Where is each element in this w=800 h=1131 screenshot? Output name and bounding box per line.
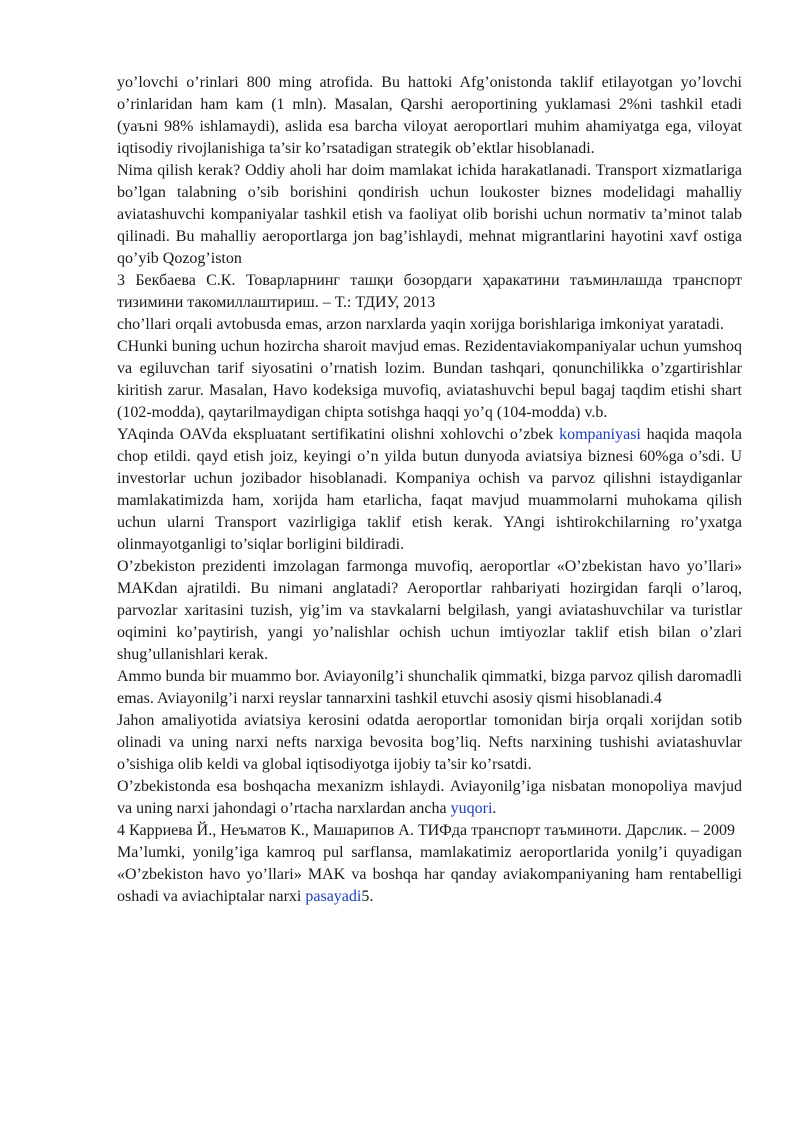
paragraph-text: YAqinda OAVda ekspluatant sertifikatini olishni xohlovchi o’zbek (117, 426, 560, 443)
paragraph (117, 776, 742, 820)
paragraph-text: 5. (361, 888, 374, 905)
footnote: 4 Карриева Й., Неъматов К., Машарипов А. ТИФда транспорт таъминоти. Дарслик. – 2009 (117, 822, 735, 839)
paragraph: Jahon amaliyotida aviatsiya kerosini odatda aeroportlar tomonidan birja orqali xorijdan sotib olinadi va uning narxi nefts narxiga bevosita bog’liq. Nefts narxining tushishi aviatashuvlar o’sishiga olib keldi va global iqtisodiyotga ijobiy ta’sir ko’rsatdi. (117, 712, 742, 773)
paragraph (117, 424, 742, 556)
paragraph (117, 842, 742, 908)
paragraph-text: haqida maqola chop etildi. qayd etish joiz, keyingi o’n yilda butun dunyoda aviatsiya biznesi 60%ga o’sdi. U investorlar uchun jozibador hisoblanadi. Kompaniya ochish va parvoz qilishni istaydiganlar mamlakatimizda ham, xorijda ham etarlicha, faqat mavjud muammolarni muhokama qilish uchun ularni Transport vazirligiga taklif etish kerak. YAngi ishtirokchilarning ro’yxatga olinmayotganligi to’siqlar borligini bildiradi. (117, 426, 742, 553)
paragraph-text: Ma’lumki, yonilg’iga kamroq pul sarflansa, mamlakatimiz aeroportlarida yonilg’i quyadigan «O’zbekiston havo yo’llari» MAK va boshqa har qanday aviakompaniyaning ham rentabelligi oshadi va aviachiptalar narxi (117, 844, 742, 905)
footnote: 3 Бекбаева С.К. Товарларнинг ташқи бозордаги ҳаракатини таъминлашда транспорт тизимини такомиллаштириш. – Т.: ТДИУ, 2013 (117, 272, 742, 311)
link-yuqori[interactable]: yuqori (450, 800, 493, 817)
paragraph: yo’lovchi o’rinlari 800 ming atrofida. Bu hattoki Afg’onistonda taklif etilayotgan yo’lovchi o’rinlaridan ham kam (1 mln). Masalan, Qarshi aeroportining yuklamasi 2%ni tashkil etadi (yaъni 98% ishlamaydi), aslida esa barcha viloyat aeroportlari muhim ahamiyatga ega, viloyat iqtisodiy rivojlanishiga ta’sir ko’rsatadigan strategik ob’ektlar hisoblanadi. (117, 74, 742, 157)
paragraph: O’zbekiston prezidenti imzolagan farmonga muvofiq, aeroportlar «O’zbekistan havo yo’llari» MAKdan ajratildi. Bu nimani anglatadi? Aeroportlar rahbariyati hozirgidan farqli o’laroq, parvozlar xaritasini tuzish, yig’im va stavkalarni belgilash, yangi aviatashuvchilar va turistlar oqimini ko’paytirish, yangi yo’nalishlar ochish uchun imtiyozlar taklif etish bilan o’zlari shug’ullanishlari kerak. (117, 558, 742, 663)
paragraph-text: . (492, 800, 497, 817)
paragraph: cho’llari orqali avtobusda emas, arzon narxlarda yaqin xorijga borishlariga imkoniyat yaratadi. (117, 316, 724, 333)
link-pasayadi[interactable]: pasayadi (305, 888, 362, 905)
paragraph: Nima qilish kerak? Oddiy aholi har doim mamlakat ichida harakatlanadi. Transport xizmatlariga bo’lgan talabning o’sib borishini qondirish uchun loukoster biznes modelidagi mahalliy aviatashuvchi kompaniyalar tashkil etish va faoliyat olib borishi uchun normativ ta’minot talab qilinadi. Bu mahalliy aeroportlarga jon bag’ishlaydi, mehnat migrantlarini hayotini xavf ostiga qo’yib Qozog’iston (117, 162, 742, 267)
link-kompaniyasi[interactable]: kompaniyasi (559, 426, 641, 443)
paragraph-text: O’zbekistonda esa boshqacha mexanizm ishlaydi. Aviayonilg’iga nisbatan monopoliya mavjud va uning narxi jahondagi o’rtacha narxlardan ancha (117, 778, 742, 817)
paragraph: CHunki buning uchun hozircha sharoit mavjud emas. Rezidentaviakompaniyalar uchun yumshoq va egiluvchan tarif siyosatini o’rnatish lozim. Bundan tashqari, qonunchilikka o’zgartirishlar kiritish zarur. Masalan, Havo kodeksiga muvofiq, aviatashuvchi bepul bagaj taqdim etishi shart (102-modda), qaytarilmaydigan chipta sotishga haqqi yo’q (104-modda) v.b. (117, 338, 742, 421)
paragraph: Ammo bunda bir muammo bor. Aviayonilg’i shunchalik qimmatki, bizga parvoz qilish daromadli emas. Aviayonilg’i narxi reyslar tannarxini tashkil etuvchi asosiy qismi hisoblanadi.4 (117, 668, 742, 707)
